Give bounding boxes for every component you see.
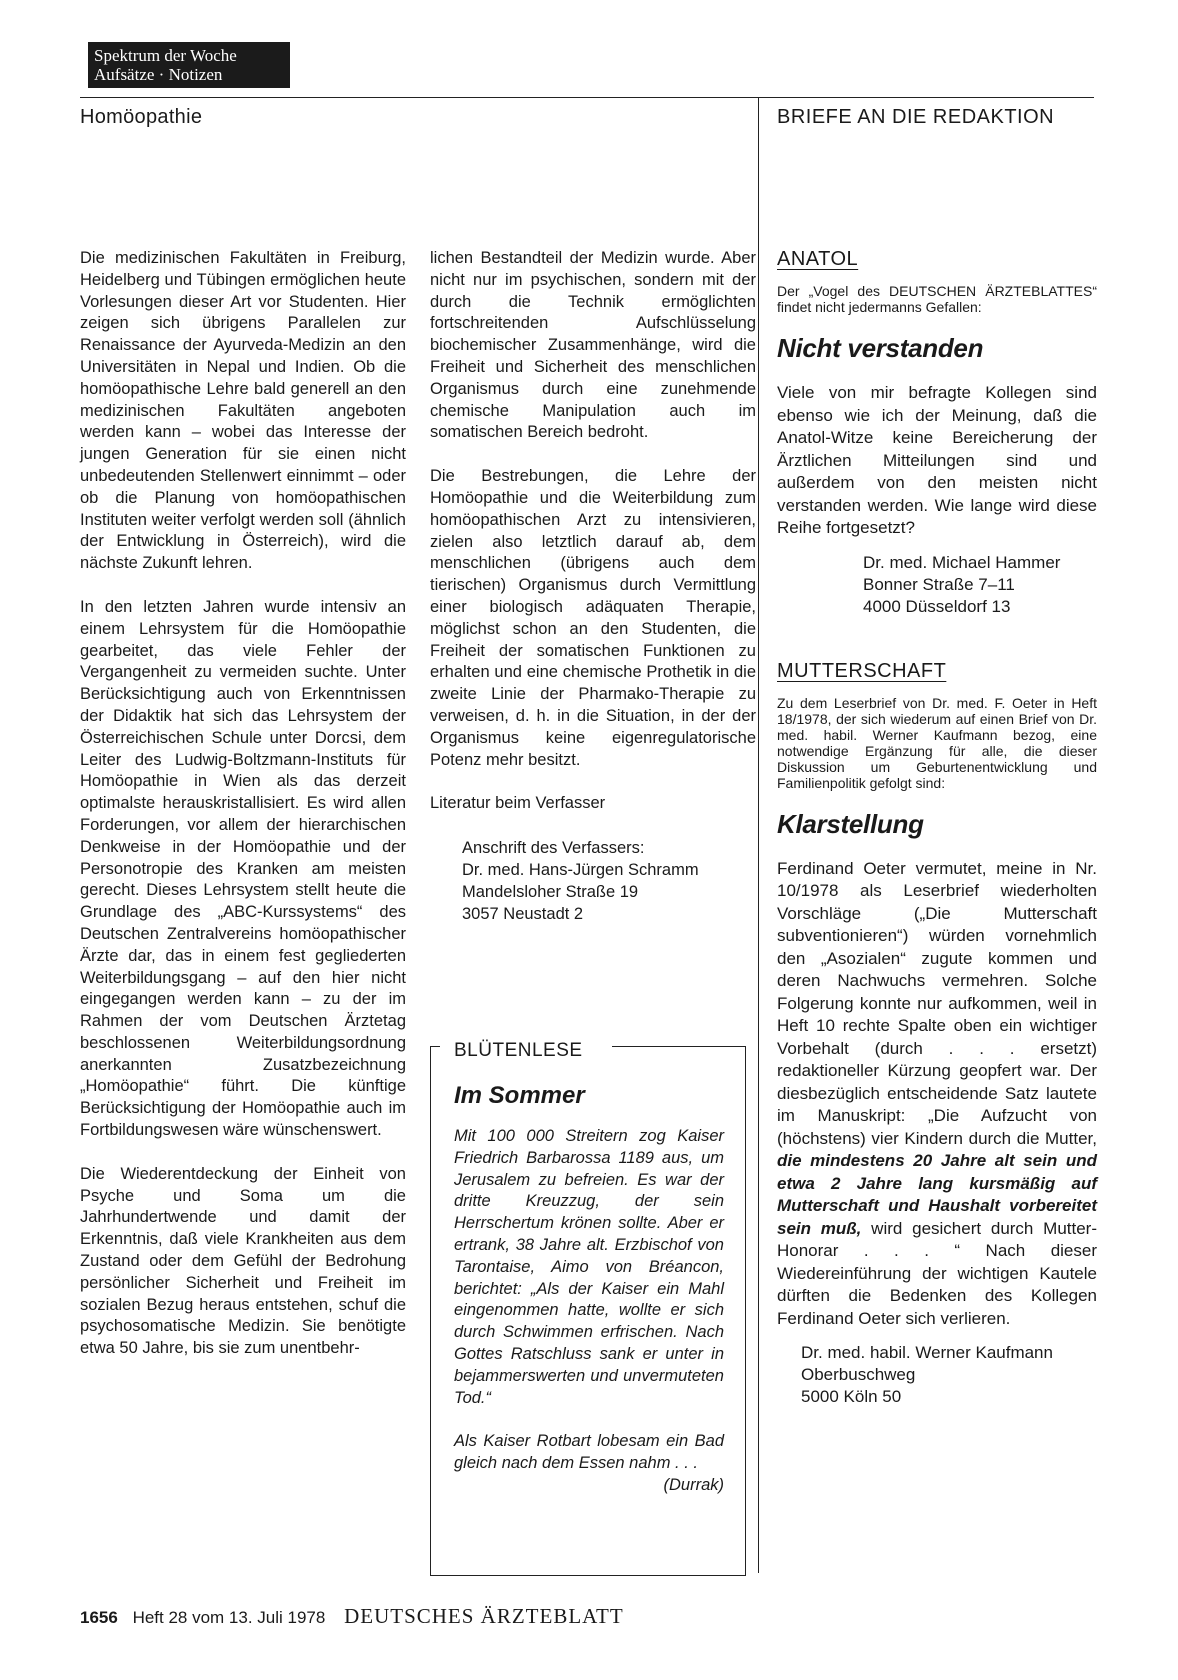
letter-headline: Nicht verstanden bbox=[777, 333, 984, 363]
address-line: 3057 Neustadt 2 bbox=[462, 905, 584, 924]
masthead-badge bbox=[88, 42, 290, 88]
signature-line: Dr. med. habil. Werner Kaufmann bbox=[801, 1343, 1053, 1362]
address-line: Anschrift des Verfassers: bbox=[462, 839, 645, 858]
article-paragraph: In den letzten Jahren wurde intensiv an einem Lehrsystem für die Homöopathie gearbeitet, das viele Fehler der Vergangenheit zu vermeiden suchte. Unter Berücksichtigung auch von Erkenntnissen der Didaktik hat sich das Lehrsystem der Österreichischen Schule unter Dorcsi, dem Leiter des Ludwig-Boltzmann-Instituts für Homöopathie in Wien als das derzeit optimalste herauskristallisiert. Es wird allen Forderungen, vor allem der hierarchischen Denkweise in der Homöopathie und der Personotropie des Kranken am meisten gerecht. Dieses Lehrsystem stellt heute die Grundlage des „ABC-Kurssystems“ des Deutschen Zentralvereins homöopathischer Ärzte dar, das in einem fest gegliederten Weiterbildungsgang – auf den hier nicht eingegangen werden kann – zu der im Rahmen der vom Deutschen Ärztetag beschlossenen Weiterbildungsordnung anerkannten Zusatzbezeichnung „Homöopathie“ führt. Die künftige Berücksichtigung der Homöopathie auch im Fortbildungswesen wäre wünschenswert. bbox=[80, 597, 406, 1140]
letter-text: wird gesichert durch Mutter-Honorar . . . “ Nach dieser Wiedereinführung der wichtigen Kautele dürften die Bedenken des Kollegen Ferdinand Oeter sich verlieren. bbox=[777, 1218, 1097, 1328]
letter-paragraph: Viele von mir befragte Kollegen sind ebenso wie ich der Meinung, daß die Anatol-Witze keine Bereicherung der Ärztlichen Mitteilungen sind und außerdem von den meisten nicht verstanden werden. Wie lange wird diese Reihe fortgesetzt? bbox=[777, 383, 1097, 537]
issue-info: Heft 28 vom 13. Juli 1978 bbox=[132, 1608, 326, 1627]
signature-line: Dr. med. Michael Hammer bbox=[863, 552, 1061, 572]
bluetenlese-verse bbox=[454, 1431, 724, 1494]
verse-text: Als Kaiser Rotbart lobesam ein Bad gleich nach dem Essen nahm . . . bbox=[454, 1432, 724, 1473]
article-paragraph: Die medizinischen Fakultäten in Freiburg, Heidelberg und Tübingen ermöglichen heute Vorlesungen dieser Art vor Studenten. Hier zeigen sich übrigens Parallelen zur Renaissance der Ayurveda-Medizin an den Universitäten in Nepal und Indien. Ob die homöopathische Lehre bald generell an den medizinischen Fakultäten angeboten werden kann – wobei das Interesse der jungen Generation für sie einen nicht unbedeutenden Stellenwert einnimmt – oder ob die Planung von homöopathischen Instituten weiter verfolgt werden soll (ähnlich der Entwicklung in Österreich), wird die nächste Zukunft lehren. bbox=[80, 249, 406, 573]
letter-headline: Klarstellung bbox=[777, 808, 924, 839]
masthead-line-2: Aufsätze · Notizen bbox=[94, 65, 223, 84]
page-footer bbox=[80, 1604, 624, 1629]
letter-intro: Der „Vogel des DEUTSCHEN ÄRZTEBLATTES“ findet nicht jedermanns Gefallen: bbox=[777, 283, 1097, 315]
signature-line: Oberbuschweg bbox=[801, 1365, 916, 1384]
article-column-1 bbox=[80, 248, 406, 1382]
column-divider bbox=[758, 97, 759, 1573]
letter-paragraph bbox=[777, 858, 1097, 1331]
article-paragraph: Die Wiederentdeckung der Einheit von Psyche und Soma um die Jahrhundertwende und damit der Erkenntnis, daß viele Krankheiten aus dem Zustand oder dem Gefühl der Bedrohung persönlicher Sicherheit und Freiheit im sozialen Bezug heraus entstehen, schuf die psychosomatische Medizin. Sie benötigte etwa 50 Jahre, bis sie zum unentbehr- bbox=[80, 1164, 406, 1358]
article-column-2 bbox=[430, 248, 756, 925]
letter-body bbox=[777, 858, 1097, 1331]
letter-kicker: ANATOL bbox=[777, 248, 859, 270]
literature-note: Literatur beim Verfasser bbox=[430, 794, 606, 813]
letter-text: Ferdinand Oeter vermutet, meine in Nr. 10/1978 als Leserbrief wiederholten Vorschläge („Die Mutterschaft subventionieren“) würden vornehmlich den „Asozialen“ zugute kommen und deren Nachwuchs vermehren. Solche Folgerung konnte nur aufkommen, weil in Heft 10 rechte Spalte oben ein wichtiger Vorbehalt (durch . . . ersetzt) redaktioneller Kürzung geopfert war. Der diesbezüglich entscheidende Satz lautete im Manuskript: „Die Aufzucht von (höchstens) vier Kindern durch die Mutter, bbox=[777, 858, 1097, 1148]
box-top-rule bbox=[612, 1046, 746, 1047]
bluetenlese-label: BLÜTENLESE bbox=[454, 1040, 583, 1061]
signature-line: 5000 Köln 50 bbox=[801, 1387, 902, 1406]
section-title-briefe: BRIEFE AN DIE REDAKTION bbox=[777, 106, 1055, 128]
signature-line: Bonner Straße 7–11 bbox=[863, 574, 1015, 594]
article-paragraph: Die Bestrebungen, die Lehre der Homöopathie und die Weiterbildung zum homöopathischen Arzt zu intensivieren, zielen also letztlich darauf ab, dem menschlichen (übrigens auch dem tierischen) Organismus durch Vermittlung einer biologisch adäquaten Therapie, möglichst schon an den Studenten, die Freiheit der somatischen Funktionen zu erhalten und eine chemische Prothetik in die zweite Linie der Pharmako-Therapie zu verweisen, d. h. in die Situation, in der der Organismus keine eigenregulatorische Potenz mehr besitzt. bbox=[430, 467, 756, 769]
letter-kicker: MUTTERSCHAFT bbox=[777, 659, 947, 682]
address-line: Dr. med. Hans-Jürgen Schramm bbox=[462, 861, 699, 880]
article-paragraph: lichen Bestandteil der Medizin wurde. Aber nicht nur im psychischen, sondern mit der durch die Technik ermöglichten fortschreitenden Aufschlüsselung biochemischer Zusammenhänge, wird die Freiheit und Sicherheit des menschlichen Organismus durch eine zunehmende chemische Manipulation auch im somatischen Bereich bedroht. bbox=[430, 249, 756, 442]
section-title-homoeopathie: Homöopathie bbox=[80, 106, 203, 128]
letters-column bbox=[777, 248, 1097, 1408]
bluetenlese-credit: (Durrak) bbox=[663, 1475, 724, 1494]
page-number: 1656 bbox=[80, 1608, 118, 1627]
masthead-line-1: Spektrum der Woche bbox=[94, 46, 237, 65]
signature-line: 4000 Düsseldorf 13 bbox=[863, 596, 1011, 616]
header-rule bbox=[80, 97, 1094, 98]
bluetenlese-paragraph: Mit 100 000 Streitern zog Kaiser Friedrich Barbarossa 1189 aus, um Jerusalem zu befreien. Es war der dritte Kreuzzug, der sein Herrschertum krönen sollte. Aber er ertrank, 38 Jahre alt. Erzbischof von Tarontaise, Aimo von Bréancon, berichtet: „Als der Kaiser ein Mahl eingenommen hatte, wollte er sich durch Schwimmen erfrischen. Nach Gottes Ratschluss sank er unter in bejammerswerten und unvermuteten Tod.“ bbox=[454, 1127, 724, 1407]
bluetenlese-title: Im Sommer bbox=[454, 1082, 585, 1109]
publication-name: DEUTSCHES ÄRZTEBLATT bbox=[344, 1604, 624, 1628]
address-line: Mandelsloher Straße 19 bbox=[462, 883, 639, 902]
letter-signature bbox=[863, 552, 1097, 618]
box-top-rule bbox=[430, 1046, 440, 1047]
letter-body bbox=[777, 382, 1097, 540]
letter-signature bbox=[801, 1342, 1097, 1408]
bluetenlese-text bbox=[454, 1126, 724, 1497]
letter-emphasis: die mindestens 20 Jahre alt sein und etwa 2 Jahre lang kursmäßig auf Mutterschaft und Haushalt vorbereitet sein muß, bbox=[777, 1151, 1097, 1238]
letter-intro: Zu dem Leserbrief von Dr. med. F. Oeter in Heft 18/1978, der sich wiederum auf einen Brief von Dr. med. habil. Werner Kaufmann bezog, eine notwendige Ergänzung für alle, die dieser Diskussion um Geburtenentwicklung und Familienpolitik gefolgt sind: bbox=[777, 694, 1097, 791]
author-address bbox=[462, 837, 756, 925]
